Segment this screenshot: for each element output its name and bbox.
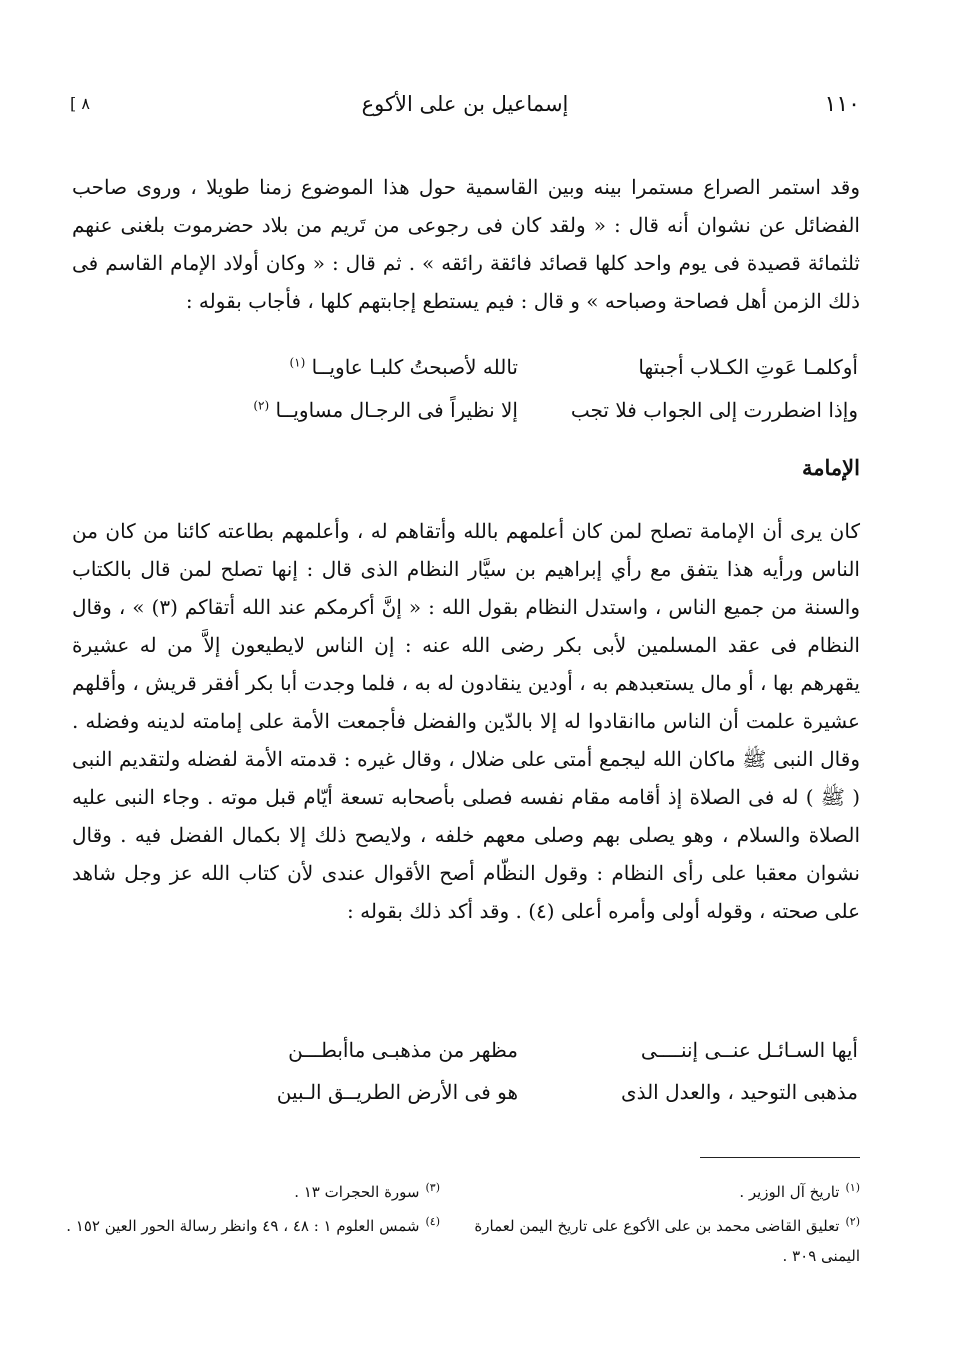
- footnote-item: [460, 1207, 860, 1271]
- paragraph-imamate: [72, 512, 860, 930]
- footnote-text: تعليق القاضى محمد بن على الأكوع على تاريخ اليمن لعمارة اليمنى ٣٠٩ .: [474, 1217, 860, 1265]
- footnotes-left-column: [60, 1173, 440, 1241]
- footnote-number: (٢): [845, 1215, 860, 1228]
- footnotes-right-column: [460, 1173, 860, 1271]
- verse-hemistich: [253, 398, 518, 422]
- footnote-item: [60, 1207, 440, 1241]
- footnote-number: (٤): [425, 1215, 440, 1228]
- verse-hemistich: أوكلمـا عَوتِ الكـلاب أجبتها: [638, 355, 858, 379]
- footnote-text: شمس العلوم ١ : ٤٨ ، ٤٩ وانظر رسالة الحور العين ١٥٢ .: [66, 1217, 420, 1235]
- footnote-ref: (٢): [253, 398, 270, 413]
- section-heading: الإمامة: [802, 455, 860, 480]
- verse-hemistich-text: إلا نظيراً فى الرجـال مساويــا: [275, 398, 518, 422]
- running-title: إسماعيل بن على الأكوع: [361, 92, 569, 116]
- footnote-text: تاريخ آل الوزير .: [739, 1183, 840, 1201]
- footnote-ref: (١): [289, 355, 306, 370]
- verse-hemistich: أيها السـائـل عنــى إننــــى: [640, 1038, 858, 1062]
- footnote-item: [60, 1173, 440, 1207]
- footnote-number: (١): [845, 1181, 860, 1194]
- page-number: ١١٠: [824, 92, 860, 117]
- verse-line: [138, 398, 858, 432]
- footnote-text: سورة الحجرات ١٣ .: [294, 1183, 420, 1201]
- verse-hemistich: مذهبى التوحيد ، والعدل الذى: [620, 1080, 858, 1104]
- verse-hemistich: هو فى الأرض الطريــق الـبين: [276, 1080, 518, 1104]
- verse-hemistich-text: تالله لأصبحتُ كلبـا عاويــا: [311, 355, 518, 379]
- page-header: [70, 92, 860, 132]
- footnote-divider: [700, 1157, 860, 1158]
- verse-line: [138, 1038, 858, 1072]
- verse-hemistich: وإذا اضطررت إلى الجواب فلا تجب: [570, 398, 858, 422]
- verse-line: [138, 355, 858, 389]
- footnote-number: (٣): [425, 1181, 440, 1194]
- paragraph-dispute: [72, 168, 860, 320]
- verse-hemistich: مظهر من مذهبـى ماأبطـــن: [288, 1038, 518, 1062]
- footnote-item: [460, 1173, 860, 1207]
- paragraph-text: كان يرى أن الإمامة تصلح لمن كان أعلمهم بالله وأتقاهم له ، وأعلمهم بطاعته كائنا من كان من الناس ورأيه هذا يتفق مع رأي إبراهيم بن سيَّار النظام الذى قال : إنها تصلح لمن قال بالكتاب والسنة من جميع الناس ، واستدل النظام بقول الله : « إنَّ أكرمكم عند الله أتقاكم (٣) » ، وقال النظام فى عقد المسلمين لأبى بكر رضى الله عنه : إن الناس لايطيعون إلاَّ من له عشيرة يقهرهم بها ، أو مال يستعبدهم به ، أودين ينقادون له به ، فلما وجدت أبا بكر أفقر قريش ، وأقلهم عشيرة علمت أن الناس ماانقادوا له إلا بالدّين والفضل فأجمعت الأمة على إمامته لدينه وفضله . وقال النبى ﷺ ماكان الله ليجمع أمتى على ضلال ، وقال غيره : قدمته الأمة لفضله ولتقديم النبى ( ﷺ ) له فى الصلاة إذ أقامه مقام نفسه فصلى بأصحابه تسعة أيّام قبل موته . وجاء النبى عليه الصلاة والسلام ، وهو يصلى بهم وصلى معهم خلفه ، ولايصح ذلك إلا بكمال الفضل فيه . وقال نشوان معقبا على رأى النظام : وقول النظّام أصح الأقوال عندى لأن كتاب الله عز وجل شاهد على صحته ، وقوله أولى وأمره أعلى (٤) . وقد أكد ذلك بقوله :: [72, 519, 861, 923]
- verse-hemistich: [289, 355, 518, 379]
- verse-line: [138, 1080, 858, 1114]
- bracket-mark: [ ٨: [70, 94, 90, 113]
- paragraph-text: وقد استمر الصراع مستمرا بينه وبين القاسمية حول هذا الموضوع زمنا طويلا ، وروى صاحب الفضائل عن نشوان أنه قال : « ولقد كان فى رجوعى من تَريم من بلاد حضرموت بلغنى عنهم ثلثمائة قصيدة فى يوم واحد كلها قصائد فائقة رائقه » . ثم قال : « وكان أولاد الإمام القاسم فى ذلك الزمن أهل فصاحة وصباحه » و قال : فيم يستطع إجابتهم كلها ، فأجاب بقوله :: [72, 175, 861, 313]
